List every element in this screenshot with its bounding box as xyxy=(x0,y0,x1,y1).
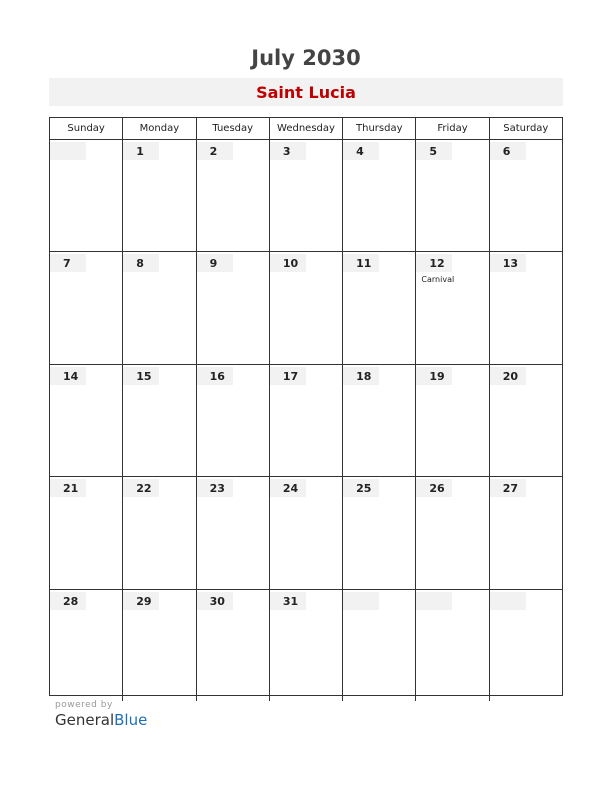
weekday-header: Thursday xyxy=(343,118,416,139)
day-number: 15 xyxy=(123,367,159,385)
weekday-header: Sunday xyxy=(50,118,123,139)
week-row xyxy=(50,590,562,701)
day-cell xyxy=(343,365,416,476)
day-number: 26 xyxy=(416,479,452,497)
weekday-header: Wednesday xyxy=(270,118,343,139)
day-cell xyxy=(197,252,270,363)
day-cell xyxy=(197,140,270,251)
page-title: July 2030 xyxy=(251,46,361,70)
brand-blue: Blue xyxy=(114,711,148,729)
day-cell xyxy=(343,590,416,701)
day-number: 24 xyxy=(270,479,306,497)
week-row xyxy=(50,365,562,477)
day-cell xyxy=(416,365,489,476)
day-cell xyxy=(197,477,270,588)
day-cell xyxy=(416,477,489,588)
weekday-header: Tuesday xyxy=(197,118,270,139)
brand-general: General xyxy=(55,711,115,729)
calendar-weeks xyxy=(50,140,562,701)
day-cell xyxy=(123,477,196,588)
day-number: 16 xyxy=(197,367,233,385)
day-cell xyxy=(50,140,123,251)
day-number: 19 xyxy=(416,367,452,385)
day-cell xyxy=(490,590,562,701)
day-cell xyxy=(123,140,196,251)
day-number: 5 xyxy=(416,142,452,160)
holiday-label: Carnival xyxy=(421,275,455,285)
day-number: 4 xyxy=(343,142,379,160)
week-row xyxy=(50,140,562,252)
day-cell xyxy=(123,590,196,701)
day-cell xyxy=(270,477,343,588)
day-cell xyxy=(50,477,123,588)
footer xyxy=(55,700,147,729)
day-number: 8 xyxy=(123,254,159,272)
day-number xyxy=(343,592,379,610)
day-cell xyxy=(270,365,343,476)
day-number: 2 xyxy=(197,142,233,160)
weekday-header: Saturday xyxy=(503,123,549,134)
day-cell xyxy=(270,590,343,701)
day-number xyxy=(50,142,86,160)
weekday-header: Monday xyxy=(123,118,196,139)
day-cell xyxy=(416,252,489,363)
day-cell xyxy=(343,477,416,588)
day-cell xyxy=(416,590,489,701)
day-cell xyxy=(490,140,562,251)
day-number: 20 xyxy=(490,367,526,385)
day-number: 10 xyxy=(270,254,306,272)
day-number: 7 xyxy=(50,254,86,272)
day-number: 3 xyxy=(270,142,306,160)
day-number: 28 xyxy=(50,592,86,610)
week-row xyxy=(50,252,562,364)
day-number: 23 xyxy=(197,479,233,497)
brand-logo[interactable] xyxy=(55,711,147,729)
day-cell xyxy=(197,365,270,476)
day-number: 25 xyxy=(343,479,379,497)
day-number: 11 xyxy=(343,254,379,272)
day-cell xyxy=(50,252,123,363)
day-number: 6 xyxy=(490,142,526,160)
calendar-grid xyxy=(49,117,563,696)
day-cell xyxy=(343,140,416,251)
powered-by-text: powered by xyxy=(55,700,113,710)
day-number: 17 xyxy=(270,367,306,385)
day-cell xyxy=(123,252,196,363)
day-number xyxy=(416,592,452,610)
country-name: Saint Lucia xyxy=(49,78,563,106)
day-cell xyxy=(270,252,343,363)
week-row xyxy=(50,477,562,589)
day-number: 13 xyxy=(490,254,526,272)
day-number: 21 xyxy=(50,479,86,497)
day-cell xyxy=(270,140,343,251)
day-cell xyxy=(50,590,123,701)
day-cell xyxy=(490,365,562,476)
day-number: 1 xyxy=(123,142,159,160)
day-cell xyxy=(197,590,270,701)
day-number: 31 xyxy=(270,592,306,610)
day-cell xyxy=(416,140,489,251)
day-cell xyxy=(490,252,562,363)
day-number: 12 xyxy=(416,254,452,272)
day-cell xyxy=(123,365,196,476)
day-number: 30 xyxy=(197,592,233,610)
day-cell xyxy=(50,365,123,476)
weekday-header-row xyxy=(50,118,562,140)
day-number: 29 xyxy=(123,592,159,610)
day-number: 18 xyxy=(343,367,379,385)
day-cell xyxy=(343,252,416,363)
day-number xyxy=(490,592,526,610)
day-cell xyxy=(490,477,562,588)
weekday-header: Friday xyxy=(416,118,489,139)
day-number: 9 xyxy=(197,254,233,272)
day-number: 14 xyxy=(50,367,86,385)
day-number: 27 xyxy=(490,479,526,497)
day-number: 22 xyxy=(123,479,159,497)
